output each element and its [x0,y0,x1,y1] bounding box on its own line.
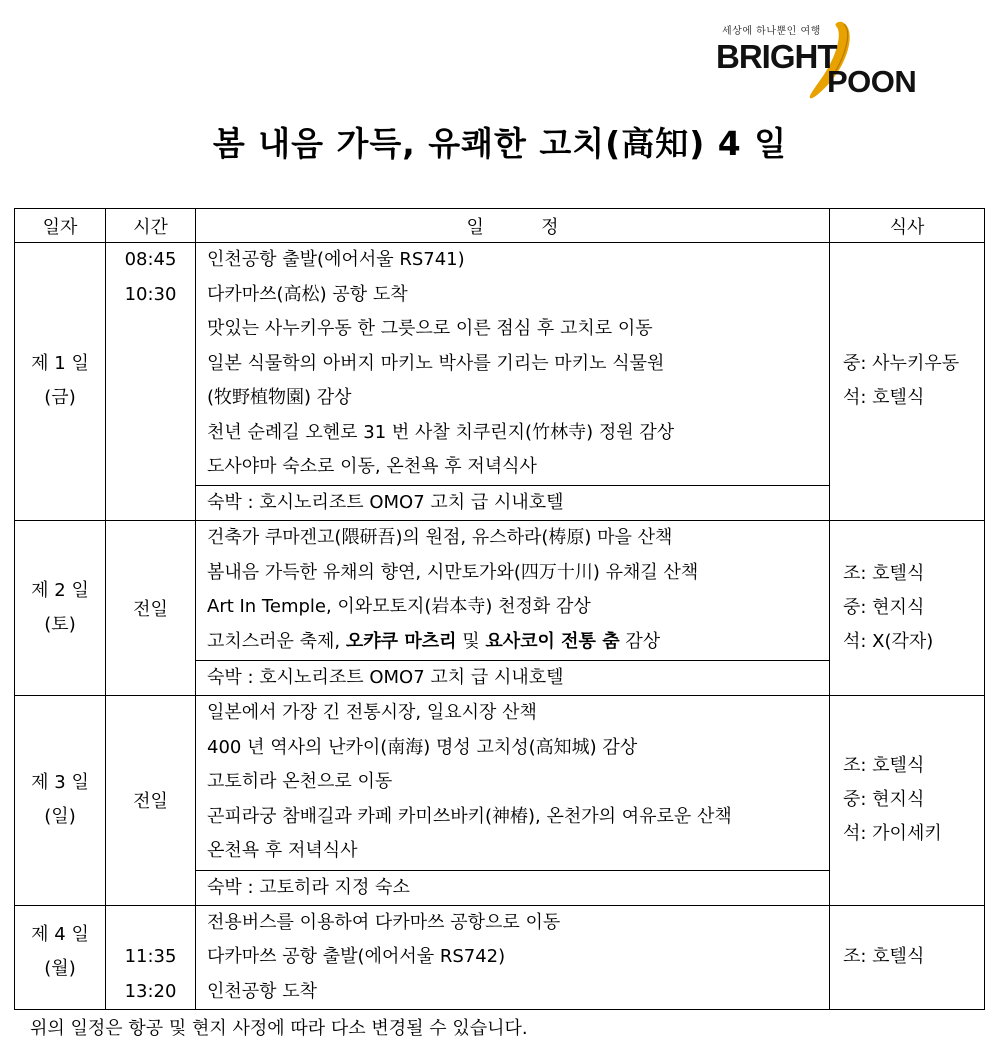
list-item: 곤피라궁 참배길과 카페 카미쓰바키(神椿), 온천가의 여유로운 산책 [207,805,732,827]
day3-weekday: (일) [44,806,76,827]
meal-item: 석: 가이세키 [843,823,942,844]
meal-item: 조: 호텔식 [843,946,925,968]
list-item: 맛있는 사누키우동 한 그릇으로 이른 점심 후 고치로 이동 [207,318,653,339]
meal-item: 중: 현지식 [843,596,925,618]
meal-item: 석: X(각자) [843,630,934,652]
day4-schedule [196,905,830,1010]
table-row-day2 [15,520,985,660]
day3-number: 제 3 일 [31,772,89,793]
day2-schedule [196,520,830,660]
day1-times [106,243,196,521]
itinerary-table [14,208,985,1010]
day4-time-depart: 11:35 [124,946,177,967]
table-header-row [15,209,985,243]
list-item: 일본 식물학의 아버지 마키노 박사를 기리는 마키노 식물원 [207,352,665,374]
table-row-day4 [15,905,985,1010]
time-spacer [106,906,195,941]
day4-weekday: (월) [44,957,76,979]
list-item: 고토히라 온천으로 이동 [207,771,393,793]
day1-weekday: (금) [44,387,76,409]
meal-item: 조: 호텔식 [843,562,925,584]
day3-meals [830,695,985,905]
line-text: 및 [456,630,486,652]
day1-label [15,243,106,521]
day4-times [106,905,196,1010]
list-item: 인천공항 출발(에어서울 RS741) [207,249,465,270]
dance-name: 요사코이 전통 춤 [485,630,620,652]
table-row-day1 [15,243,985,486]
day3-lodging: 숙박 : 고토히라 지정 숙소 [196,870,830,905]
day1-meals [830,243,985,521]
list-item: 온천욕 후 저녁식사 [207,840,358,862]
header-time: 시간 [106,209,196,243]
list-item: 도사야마 숙소로 이동, 온천욕 후 저녁식사 [207,456,537,477]
day2-lodging: 숙박 : 호시노리조트 OMO7 고치 급 시내호텔 [196,660,830,695]
day1-schedule [196,243,830,486]
meal-item: 중: 현지식 [843,789,925,810]
meal-item: 중: 사누키우동 [843,353,960,375]
day1-number: 제 1 일 [31,353,89,375]
logo-word-poon: POON [827,64,917,99]
list-item: Art In Temple, 이와모토지(岩本寺) 천정화 감상 [207,596,591,617]
day3-time: 전일 [106,695,196,905]
line-text: 감상 [619,630,661,652]
list-item: 건축가 쿠마겐고(隈研吾)의 원점, 유스하라(梼原) 마을 산책 [207,527,673,548]
list-item: 천년 순례길 오헨로 31 번 사찰 치쿠린지(竹林寺) 정원 감상 [207,421,675,443]
day1-time-arrive: 10:30 [124,283,177,305]
day2-number: 제 2 일 [31,579,89,601]
day4-meals [830,905,985,1010]
day4-label [15,905,106,1010]
day2-meals [830,520,985,695]
header-day: 일자 [15,209,106,243]
list-item: 다카마쓰 공항 출발(에어서울 RS742) [207,946,506,967]
list-item: (牧野植物園) 감상 [207,387,352,408]
header-schedule: 일 정 [196,209,830,243]
meal-item: 석: 호텔식 [843,387,925,409]
list-item [207,625,829,660]
list-item: 400 년 역사의 난카이(南海) 명성 고치성(高知城) 감상 [207,736,638,758]
footnote: 위의 일정은 항공 및 현지 사정에 따라 다소 변경될 수 있습니다. [30,1018,528,1039]
brand-logo [716,18,941,104]
logo-tagline: 세상에 하나뿐인 여행 [722,26,821,37]
list-item: 일본에서 가장 긴 전통시장, 일요시장 산책 [207,702,537,724]
list-item: 봄내음 가득한 유채의 향연, 시만토가와(四万十川) 유채길 산책 [207,561,699,583]
day2-time: 전일 [106,520,196,695]
header-meal: 식사 [830,209,985,243]
list-item: 인천공항 도착 [207,980,318,1002]
day4-time-arrive: 13:20 [124,980,177,1002]
table-row-day3 [15,695,985,870]
logo-word-bright: BRIGHT [716,38,837,75]
day1-time-depart: 08:45 [124,249,177,270]
day4-number: 제 4 일 [31,923,89,945]
day3-label [15,695,106,905]
meal-item: 조: 호텔식 [843,755,925,776]
day1-lodging: 숙박 : 호시노리조트 OMO7 고치 급 시내호텔 [196,485,830,520]
list-item: 전용버스를 이용하여 다카마쓰 공항으로 이동 [207,911,561,933]
list-item: 다카마쓰(高松) 공항 도착 [207,283,408,305]
day2-weekday: (토) [44,613,76,635]
day3-schedule [196,695,830,870]
line-text: 고치스러운 축제, [207,630,346,652]
day2-label [15,520,106,695]
page-title: 봄 내음 가득, 유쾌한 고치(高知) 4 일 [212,124,788,163]
festival-name: 오캬쿠 마츠리 [345,630,457,652]
